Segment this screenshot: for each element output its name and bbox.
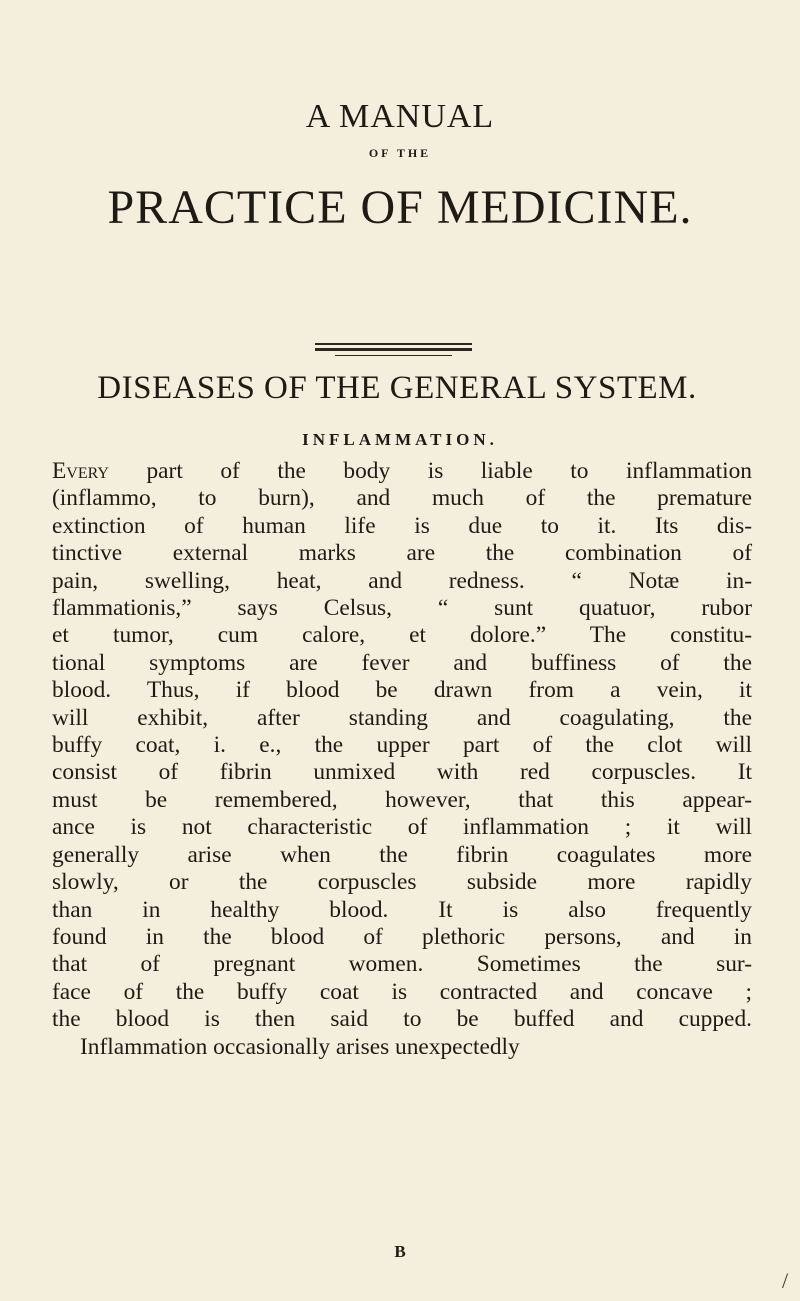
- text-line-15: generally arise when the fibrin coagulates more: [52, 841, 752, 868]
- margin-pencil-mark: /: [782, 1268, 789, 1293]
- text-line-2: (inflammo, to burn), and much of the premature: [52, 485, 752, 512]
- signature-mark: B: [394, 1242, 406, 1261]
- text-line-5: pain, swelling, heat, and redness. “ Notæ in-: [52, 567, 752, 594]
- text-line-20: face of the buffy coat is contracted and concave ;: [52, 978, 752, 1005]
- text-line-12: consist of fibrin unmixed with red corpuscles. It: [52, 759, 752, 786]
- subsection-heading: INFLAMMATION.: [302, 430, 498, 449]
- title-a-manual: A MANUAL: [305, 98, 495, 135]
- text-line-6: flammationis,” says Celsus, “ sunt quatuor, rubor: [52, 595, 752, 622]
- text-line-18: found in the blood of plethoric persons, and in: [52, 923, 752, 950]
- title-of-the: OF THE: [368, 146, 432, 160]
- text-line-13: must be remembered, however, that this appear-: [52, 786, 752, 813]
- text-line-8: tional symptoms are fever and buffiness of the: [52, 649, 752, 676]
- text-line-21: the blood is then said to be buffed and cupped.: [52, 1006, 752, 1033]
- text-line-7: et tumor, cum calore, et dolore.” The constitu-: [52, 622, 752, 649]
- text-line-14: ance is not characteristic of inflammation ; it will: [52, 814, 752, 841]
- text-line-3: extinction of human life is due to it. Its dis-: [52, 512, 752, 539]
- body-paragraph: [52, 458, 752, 1061]
- text-line-9: blood. Thus, if blood be drawn from a vein, it: [52, 677, 752, 704]
- section-heading: DISEASES OF THE GENERAL SYSTEM.: [97, 370, 697, 406]
- text-line-1: Every part of the body is liable to inflammation: [52, 458, 752, 484]
- ornamental-rule-top: [315, 343, 472, 345]
- text-line-16: slowly, or the corpuscles subside more rapidly: [52, 869, 752, 896]
- text-line-4: tinctive external marks are the combination of: [52, 540, 752, 567]
- text-line-17: than in healthy blood. It is also frequently: [52, 896, 752, 923]
- text-line-10: will exhibit, after standing and coagulating, the: [52, 704, 752, 731]
- title-practice-of-medicine: PRACTICE OF MEDICINE.: [107, 181, 693, 234]
- text-line-11: buffy coat, i. e., the upper part of the clot will: [52, 732, 752, 759]
- text-line-19: that of pregnant women. Sometimes the sur-: [52, 951, 752, 978]
- ornamental-rule-bottom: [335, 355, 452, 356]
- ornamental-rule-middle: [315, 348, 472, 351]
- text-line-22: Inflammation occasionally arises unexpectedly: [80, 1033, 520, 1060]
- drop-word: Every: [52, 458, 109, 484]
